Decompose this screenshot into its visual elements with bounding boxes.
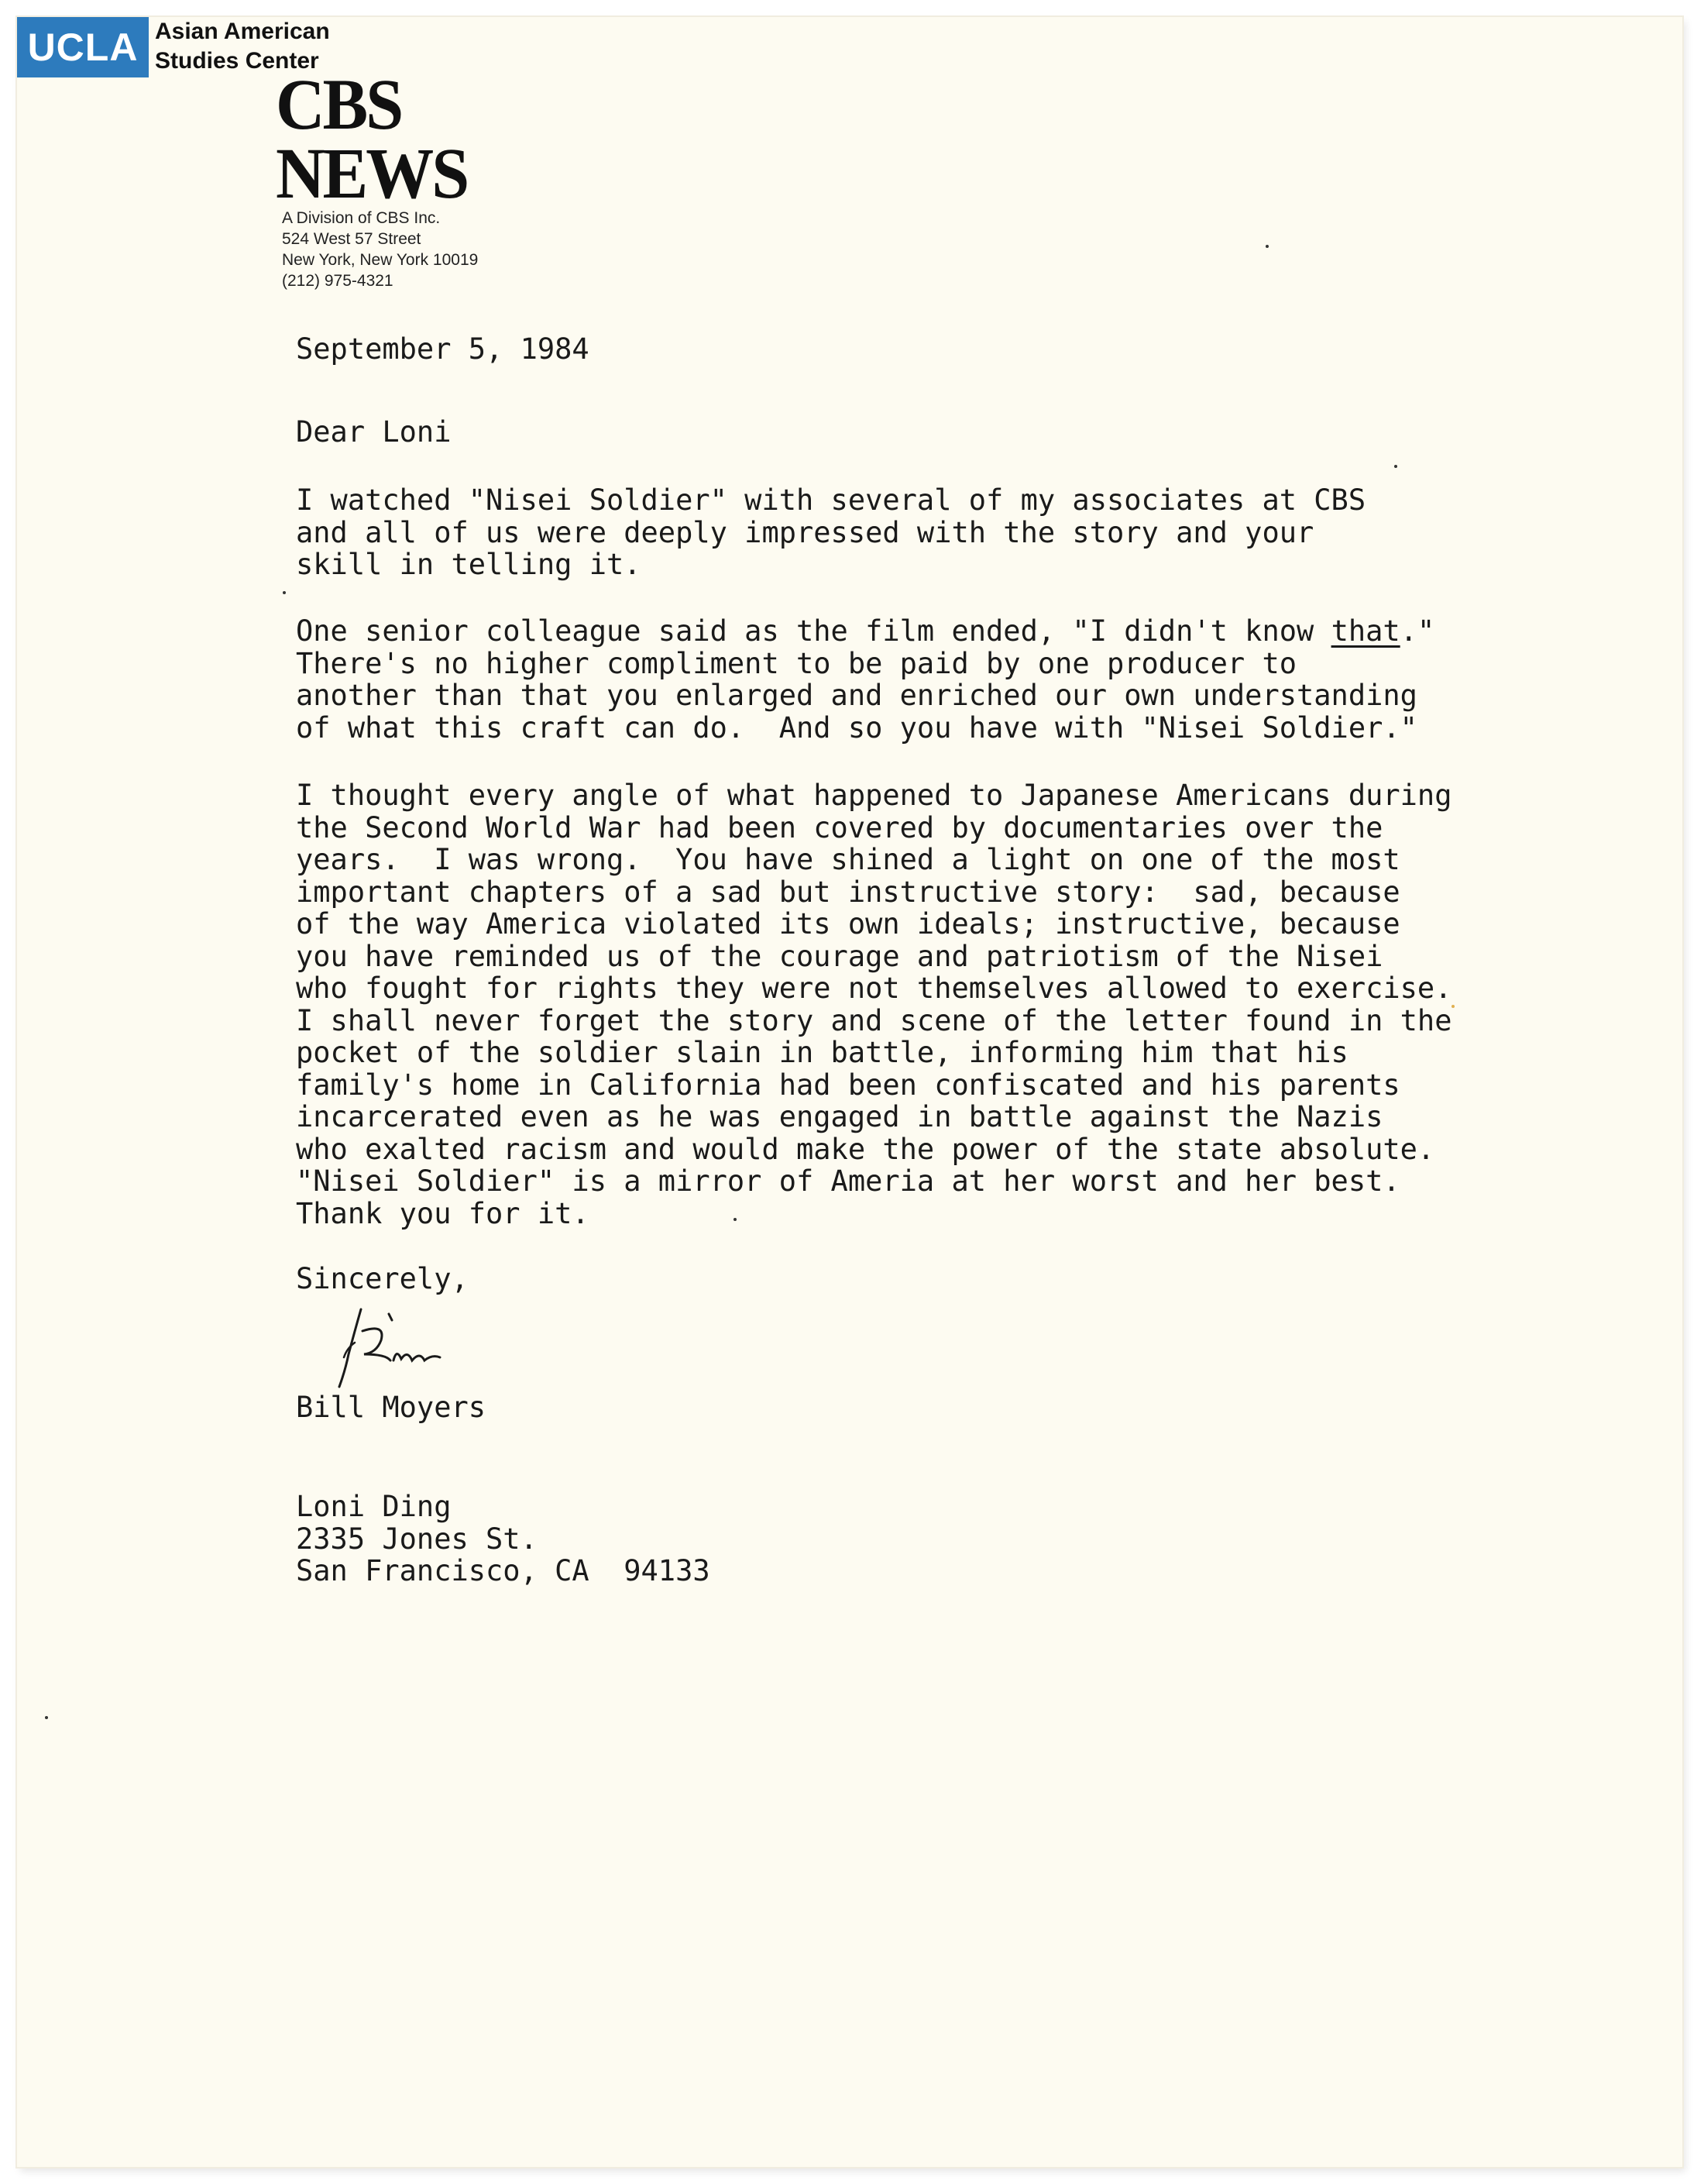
paper-speck: [1266, 245, 1269, 248]
paragraph-line: another than that you enlarged and enriched our own understanding: [296, 679, 1417, 712]
paragraph-3: [296, 779, 1451, 1230]
address-line: New York, New York 10019: [282, 251, 479, 269]
signature-block: [296, 1391, 486, 1424]
ucla-badge: UCLA: [17, 17, 149, 77]
paragraph-line: Thank you for it.: [296, 1196, 589, 1230]
paragraph-line: "Nisei Soldier" is a mirror of Ameria at her worst and her best.: [296, 1164, 1400, 1198]
closing: [296, 1263, 469, 1295]
paragraph-1: [296, 484, 1366, 581]
letterhead-address: [282, 208, 478, 291]
cbs-logo-line1: CBS: [276, 65, 402, 146]
paper-speck: [1451, 1005, 1455, 1008]
date-text: September 5, 1984: [296, 332, 589, 366]
letter-date: [296, 333, 589, 366]
paragraph-2: [296, 615, 1434, 744]
paragraph-line: important chapters of a sad but instructive story: sad, because: [296, 875, 1400, 909]
ucla-center-line1: Asian American: [155, 19, 330, 44]
paragraph-line: who fought for rights they were not themselves allowed to exercise.: [296, 972, 1452, 1005]
address-line: 524 West 57 Street: [282, 230, 421, 248]
ucla-center-line2: Studies Center: [155, 48, 319, 74]
paragraph-line: incarcerated even as he was engaged in battle against the Nazis: [296, 1100, 1383, 1133]
paragraph-line: you have reminded us of the courage and patriotism of the Nisei: [296, 939, 1383, 973]
paragraph-line: [296, 615, 1434, 648]
quote-prefix: One senior colleague said as the film ended, "I didn't know: [296, 614, 1331, 648]
paragraph-line: who exalted racism and would make the power of the state absolute.: [296, 1132, 1435, 1166]
recipient-address: [296, 1491, 710, 1587]
paragraph-line: the Second World War had been covered by documentaries over the: [296, 810, 1383, 844]
address-line: (212) 975-4321: [282, 272, 393, 290]
paragraph-line: pocket of the soldier slain in battle, informing him that his: [296, 1036, 1348, 1069]
paragraph-line: There's no higher compliment to be paid by one producer to: [296, 646, 1297, 680]
cbs-news-logo: [276, 65, 468, 215]
recipient-line: 2335 Jones St.: [296, 1522, 538, 1556]
salutation: [296, 416, 451, 449]
recipient-line: Loni Ding: [296, 1490, 452, 1523]
paper-speck: [733, 1218, 737, 1221]
paragraph-line: skill in telling it.: [296, 548, 641, 581]
paragraph-line: I thought every angle of what happened to Japanese Americans during: [296, 779, 1452, 812]
cbs-logo-line2: NEWS: [276, 134, 468, 215]
paragraph-line: of what this craft can do. And so you have with "Nisei Soldier.": [296, 710, 1417, 745]
salutation-text: Dear Loni: [296, 415, 452, 449]
underlined-word: that: [1331, 614, 1400, 648]
paper-speck: [45, 1716, 48, 1719]
paper-speck: [283, 591, 286, 594]
paragraph-line: family's home in California had been confiscated and his parents: [296, 1068, 1400, 1102]
address-line: A Division of CBS Inc.: [282, 209, 441, 227]
paragraph-line: years. I was wrong. You have shined a light on one of the most: [296, 843, 1400, 876]
recipient-line: San Francisco, CA 94133: [296, 1554, 710, 1587]
paragraph-line: and all of us were deeply impressed with the story and your: [296, 515, 1314, 549]
paragraph-line: of the way America violated its own ideals; instructive, because: [296, 907, 1400, 941]
paper-speck: [1394, 465, 1397, 468]
signature-name: Bill Moyers: [296, 1391, 486, 1424]
handwritten-signature: [316, 1300, 471, 1393]
quote-suffix: .": [1400, 614, 1435, 648]
closing-text: Sincerely,: [296, 1262, 469, 1295]
paragraph-line: I shall never forget the story and scene of the letter found in the: [296, 1003, 1452, 1037]
paragraph-line: I watched "Nisei Soldier" with several of my associates at CBS: [296, 483, 1366, 517]
